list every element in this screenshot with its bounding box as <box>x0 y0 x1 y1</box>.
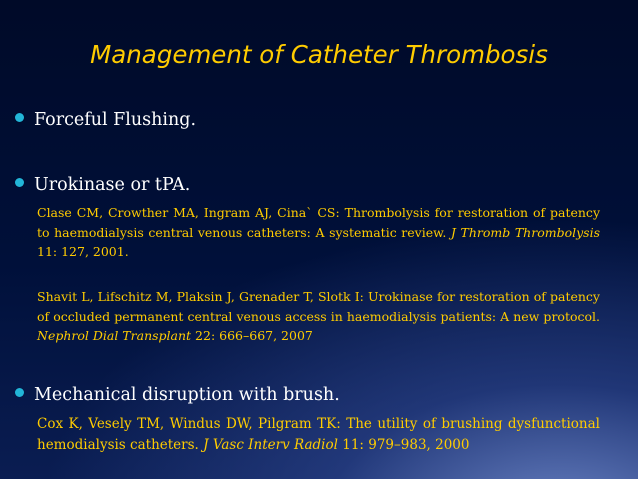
reference-citation: 22: 666–667, 2007 <box>195 328 313 343</box>
bullet-text: Mechanical disruption with brush. <box>34 385 340 405</box>
bullet-item <box>15 175 190 195</box>
bullet-text: Forceful Flushing. <box>34 110 197 130</box>
reference-citation: 11: 127, 2001. <box>37 244 129 259</box>
reference-citation: 11: 979–983, 2000 <box>342 437 470 453</box>
bullet-item <box>15 110 196 130</box>
bullet-item <box>15 385 340 405</box>
reference <box>37 414 600 456</box>
reference <box>37 287 600 346</box>
bullet-dot-icon <box>15 178 24 187</box>
reference-journal: J Vasc Interv Radiol <box>203 437 338 453</box>
reference-authors: Cox K, Vesely TM, Windus DW, Pilgram TK: The utility of brushing dysfunctional hemodialysis catheters. <box>37 416 600 453</box>
bullet-dot-icon <box>15 388 24 397</box>
bullet-text: Urokinase or tPA. <box>34 175 191 195</box>
bullet-dot-icon <box>15 113 24 122</box>
reference-journal: J Thromb Thrombolysis <box>450 224 600 240</box>
slide-title: Management of Catheter Thrombosis <box>90 40 548 69</box>
reference-journal: Nephrol Dial Transplant <box>37 328 192 343</box>
reference-authors: Shavit L, Lifschitz M, Plaksin J, Grenader T, Slotk I: Urokinase for restoration of patency of occluded permanent central venous access in haemodialysis patients: A new protocol. <box>37 289 600 324</box>
reference <box>37 203 600 262</box>
reference-authors: Clase CM, Crowther MA, Ingram AJ, Cina` CS: Thrombolysis for restoration of patency to haemodialysis central venous catheters: A systematic review. <box>37 205 600 240</box>
